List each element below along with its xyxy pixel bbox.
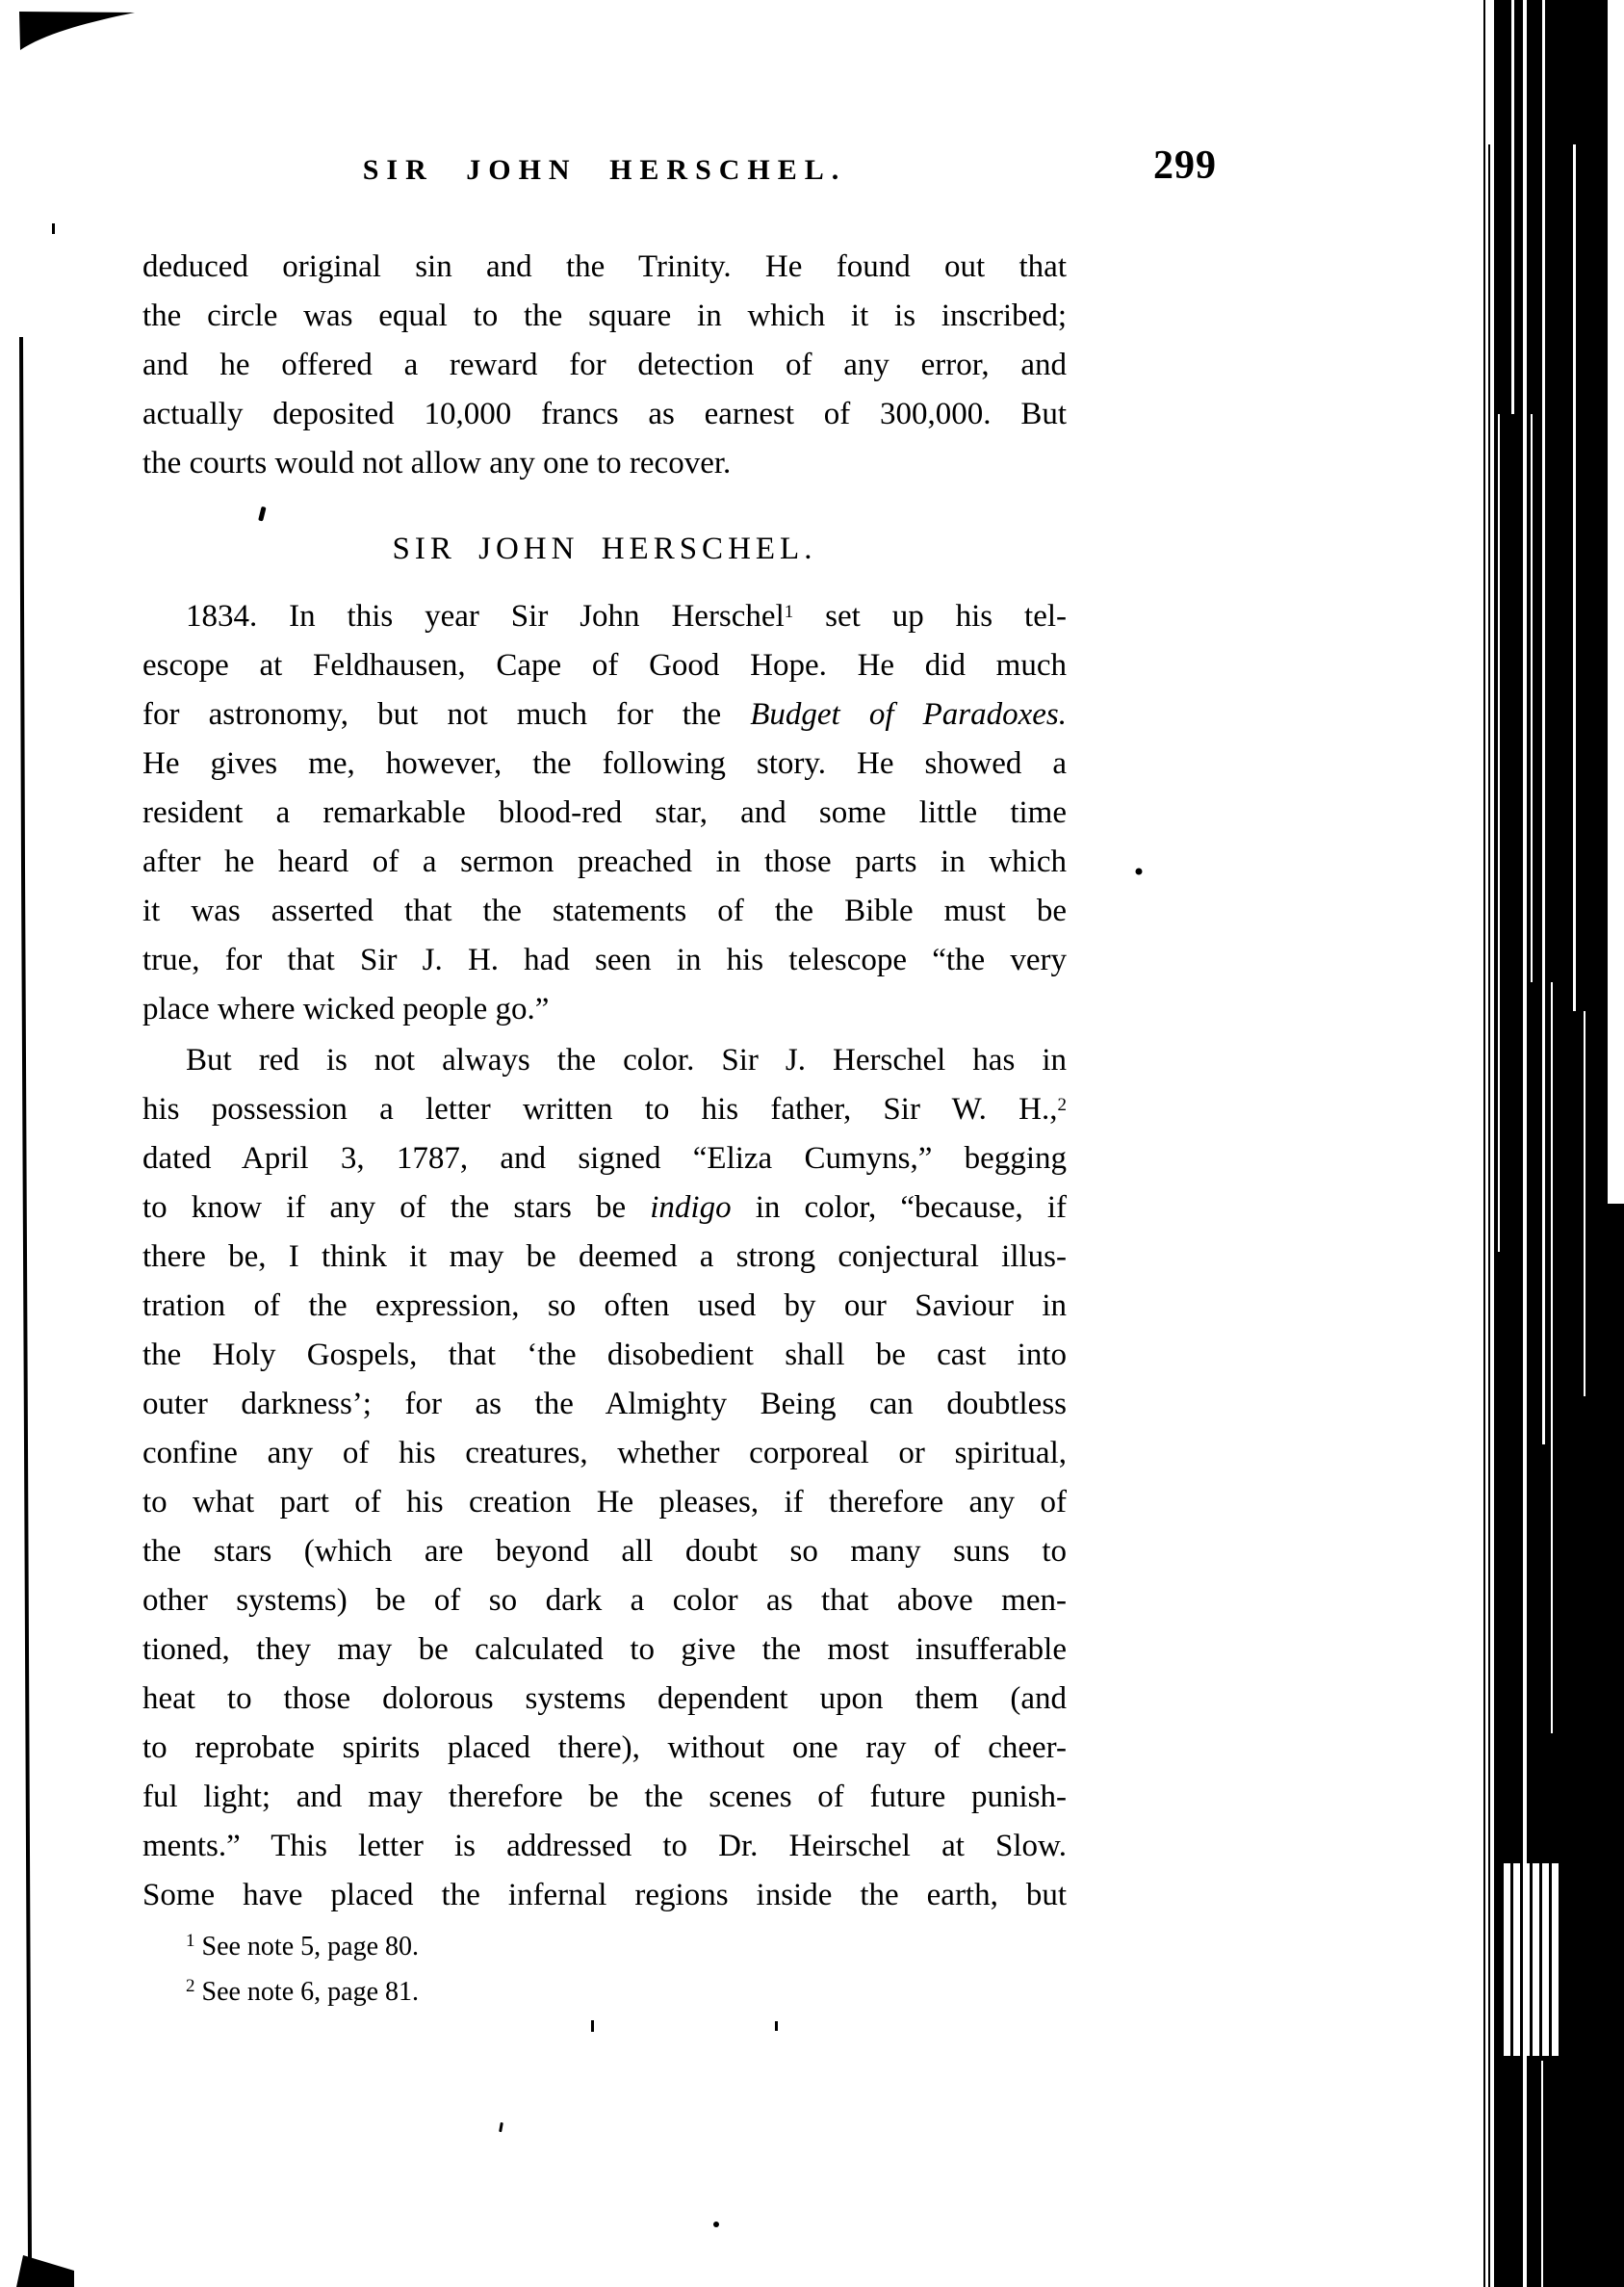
text-line: there be, I think it may be deemed a strong conjectural illus- xyxy=(142,1239,1067,1274)
text-line: Some have placed the infernal regions inside the earth, but xyxy=(142,1878,1067,1912)
text-line: escope at Feldhausen, Cape of Good Hope. He did much xyxy=(142,648,1067,683)
text-line: resident a remarkable blood-red star, and some little time xyxy=(142,795,1067,830)
text-line: ments.” This letter is addressed to Dr. Heirschel at Slow. xyxy=(142,1829,1067,1863)
ink-speck-dot xyxy=(1136,869,1143,875)
text-line: place where wicked people go.” xyxy=(142,992,550,1027)
ink-speck-dot xyxy=(713,2222,719,2227)
text-line: heat to those dolorous systems dependent upon them (and xyxy=(142,1681,1067,1716)
running-head: SIR JOHN HERSCHEL. xyxy=(362,154,847,186)
text-line: to know if any of the stars be indigo in color, “because, if xyxy=(142,1190,1067,1225)
text-line: actually deposited 10,000 francs as earnest of 300,000. But xyxy=(142,397,1067,431)
ink-speck xyxy=(499,2122,503,2132)
text-line: confine any of his creatures, whether corporeal or spiritual, xyxy=(142,1436,1067,1470)
text-line: and he offered a reward for detection of any error, and xyxy=(142,348,1067,382)
scan-flare-bottomleft xyxy=(16,2255,74,2287)
text-line: dated April 3, 1787, and signed “Eliza Cumyns,” begging xyxy=(142,1141,1067,1176)
text-line: the stars (which are beyond all doubt so many suns to xyxy=(142,1534,1067,1569)
text-line: tration of the expression, so often used by our Saviour in xyxy=(142,1288,1067,1323)
text-line: $^1$ See note 5, page 80. xyxy=(186,1931,419,1962)
text-line: 1834. In this year Sir John Herschel$^1$ set up his tel- xyxy=(186,599,1067,634)
ink-speck xyxy=(591,2020,594,2032)
text-line: for astronomy, but not much for the Budget of Paradoxes. xyxy=(142,697,1067,732)
scan-wedge-topleft xyxy=(19,12,135,50)
text-line: after he heard of a sermon preached in those parts in which xyxy=(142,845,1067,879)
text-line: other systems) be of so dark a color as that above men- xyxy=(142,1583,1067,1618)
text-line: ful light; and may therefore be the scenes of future punish- xyxy=(142,1780,1067,1814)
text-line: But red is not always the color. Sir J. Herschel has in xyxy=(186,1043,1067,1078)
text-line: tioned, they may be calculated to give the most insufferable xyxy=(142,1632,1067,1667)
text-line: the courts would not allow any one to recover. xyxy=(142,446,732,481)
text-line: $^2$ See note 6, page 81. xyxy=(186,1976,419,2007)
text-line: to what part of his creation He pleases, if therefore any of xyxy=(142,1485,1067,1520)
scan-line-left-edge xyxy=(21,337,30,2258)
ink-speck-apostrophe xyxy=(258,507,266,522)
text-line: outer darkness’; for as the Almighty Being can doubtless xyxy=(142,1387,1067,1421)
ink-speck xyxy=(775,2021,778,2031)
section-heading: SIR JOHN HERSCHEL. xyxy=(392,532,817,566)
text-line: it was asserted that the statements of the Bible must be xyxy=(142,894,1067,928)
ink-speck xyxy=(52,223,55,234)
text-line: deduced original sin and the Trinity. He found out that xyxy=(142,249,1067,284)
text-line: the circle was equal to the square in which it is inscribed; xyxy=(142,299,1067,333)
text-line: He gives me, however, the following story. He showed a xyxy=(142,746,1067,781)
page-number: 299 xyxy=(1153,143,1217,188)
text-line: true, for that Sir J. H. had seen in his telescope “the very xyxy=(142,943,1067,977)
text-line: to reprobate spirits placed there), without one ray of cheer- xyxy=(142,1730,1067,1765)
text-line: his possession a letter written to his father, Sir W. H.,$^2$ xyxy=(142,1092,1067,1127)
text-line: the Holy Gospels, that ‘the disobedient shall be cast into xyxy=(142,1338,1067,1372)
